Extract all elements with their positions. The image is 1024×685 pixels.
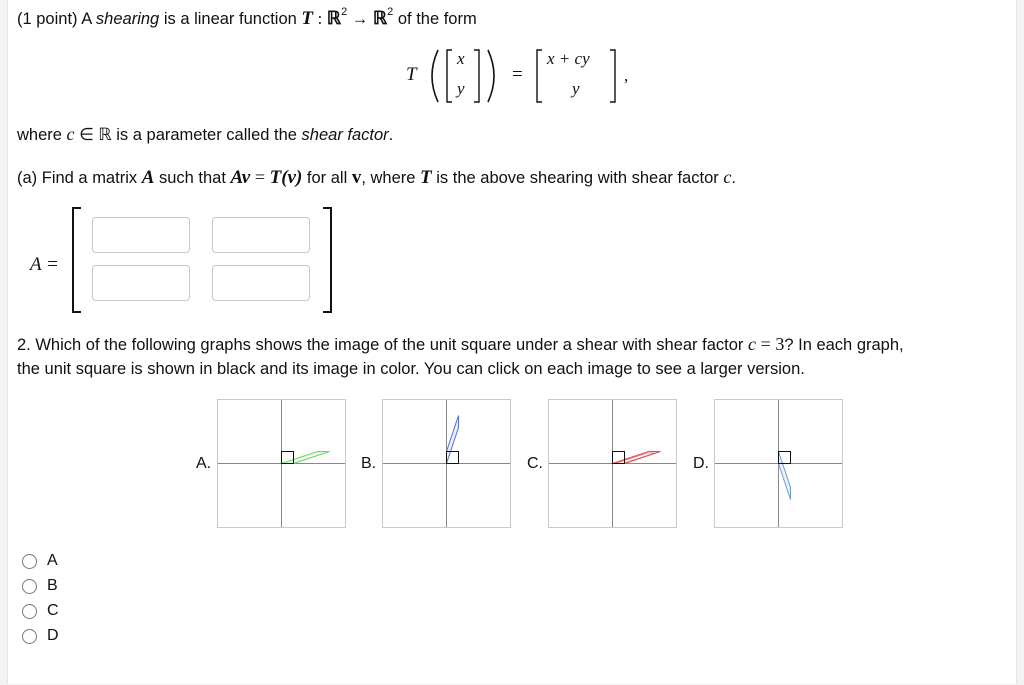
matrix-entry-1-1[interactable] bbox=[92, 217, 190, 253]
image-parallelogram-d bbox=[779, 452, 791, 500]
matrix-label: A = bbox=[30, 254, 59, 275]
term-shearing: shearing bbox=[95, 10, 160, 28]
graph-label-a: A. bbox=[196, 455, 212, 472]
graph-label-c: C. bbox=[527, 455, 543, 472]
matrix-entry-2-2[interactable] bbox=[212, 265, 310, 301]
graph-label-b: B. bbox=[361, 455, 377, 472]
part-2-question-line-2: the unit square is shown in black and its image in color. You can click on each image to see a larger version. bbox=[17, 360, 805, 378]
part-a-question: (a) Find a matrix A such that Av = T(v) for all v, where T is the above shearing with shear factor c. bbox=[17, 167, 736, 188]
graph-a[interactable] bbox=[217, 399, 346, 528]
option-d-radio[interactable] bbox=[22, 629, 37, 644]
intro-line: (1 point) A shearing is a linear function T : ℝ$^2$ → ℝ$^2$ of the form bbox=[17, 6, 477, 29]
graph-label-d: D. bbox=[693, 455, 709, 472]
shear-formula: T x y = x + cy y , bbox=[398, 44, 658, 108]
option-c-radio[interactable] bbox=[22, 604, 37, 619]
parameter-line: where c ∈ ℝ is a parameter called the shear factor. bbox=[17, 124, 394, 144]
graph-d[interactable] bbox=[714, 399, 843, 528]
matrix-entry-1-2[interactable] bbox=[212, 217, 310, 253]
problem-card: (1 point) A shearing is a linear function T : ℝ$^2$ → ℝ$^2$ of the form T x y = x + cy y , where c ∈ ℝ is a parameter called the shear factor. (a) Find a matrix A such that Av = T(v) for all v, where T is the above shearing with shear factor c. A = 2. Which of the following graphs shows the image of the unit square under a shear with shear factor c = 3? In each graph, the unit square is shown in black and its image in color. You can click on each image to see a larger version. A. B. C. D. A B C D bbox=[7, 0, 1017, 684]
option-b-radio[interactable] bbox=[22, 579, 37, 594]
image-parallelogram-b bbox=[447, 416, 459, 464]
image-parallelogram-a-fill bbox=[282, 452, 330, 464]
part-2-question-line-1: 2. Which of the following graphs shows the image of the unit square under a shear with shear factor c = 3? In each graph, bbox=[17, 334, 904, 354]
graph-c[interactable] bbox=[548, 399, 677, 528]
term-shear-factor: shear factor bbox=[301, 126, 389, 144]
points-label: (1 point) bbox=[17, 10, 78, 28]
formula-brackets bbox=[398, 44, 658, 108]
matrix-entry-2-1[interactable] bbox=[92, 265, 190, 301]
option-a-radio[interactable] bbox=[22, 554, 37, 569]
graph-b[interactable] bbox=[382, 399, 511, 528]
